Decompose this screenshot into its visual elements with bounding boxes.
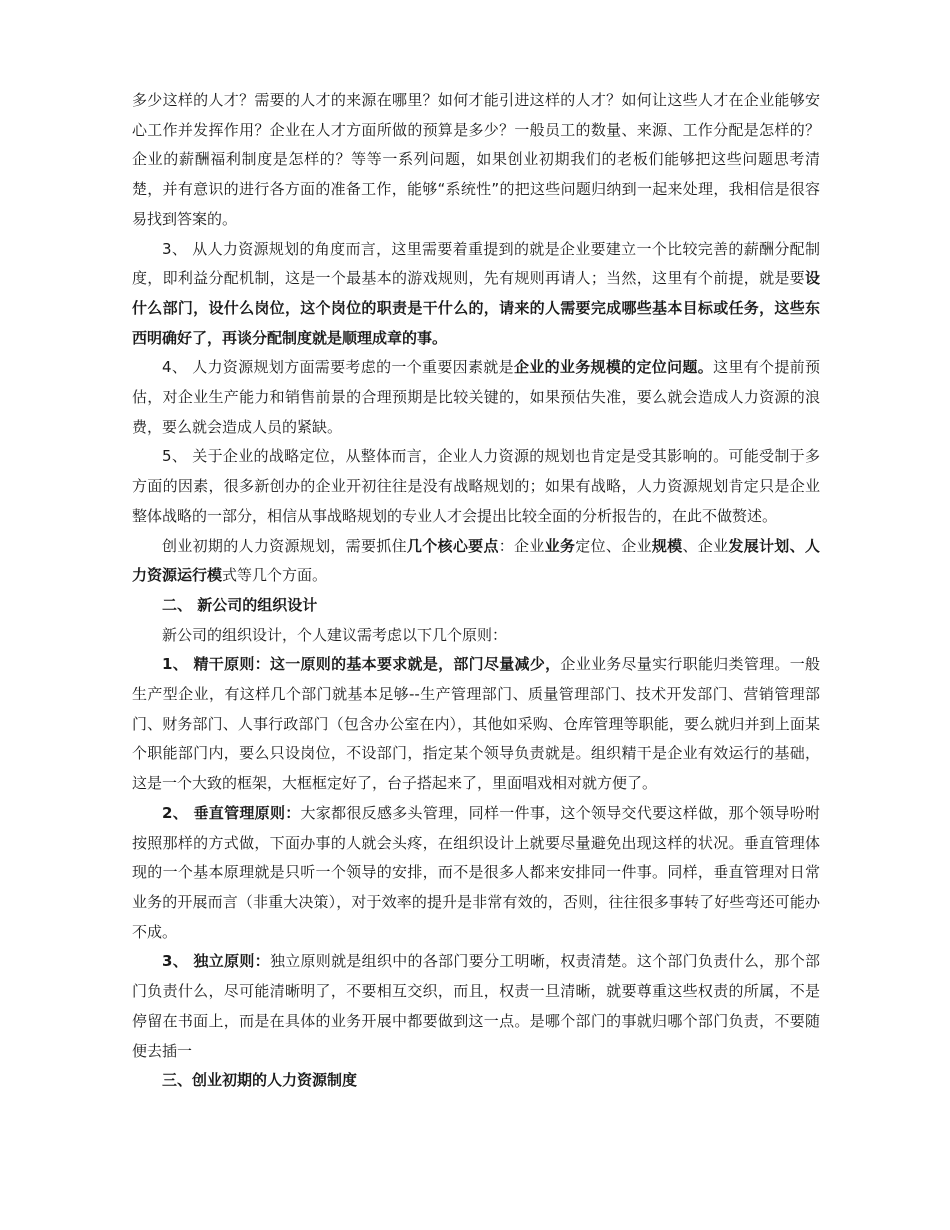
core-points-text-5: 式等几个方面。 [222,566,328,585]
core-points-text-3: 定位、企业 [575,536,652,555]
principle-independent-title: 3、 独立原则： [162,952,270,971]
point-4-text-rest: 这里有个提前预估，对企业生产能力和销售前景的合理预期是比较关键的，如果预估失准，要么就会造成人力资源的浪费，要么就会造成人员的紧缺。 [132,358,820,436]
point-4-emphasis: 企业的业务规模的定位问题。 [513,358,714,377]
core-points-bold-3: 规模 [651,536,683,555]
point-4-text-lead: 4、 人力资源规划方面需要考虑的一个重要因素就是 [162,358,514,377]
paragraph-org-principles-intro: 新公司的组织设计，个人建议需考虑以下几个原则： [162,625,508,644]
paragraph-talent-questions: 多少这样的人才？需要的人才的来源在哪里？如何才能引进这样的人才？如何让这些人才在企业能够安心工作并发挥作用？企业在人才方面所做的预算是多少？一般员工的数量、来源、工作分配是怎样的？企业的薪酬福利制度是怎样的？等等一系列问题，如果创业初期我们的老板们能够把这些问题思考清楚，并有意识的进行各方面的准备工作，能够“系统性”的把这些问题归纳到一起来处理，我相信是很容易找到答案的。 [132,91,820,228]
principle-lean-title: 1、 精干原则：这一原则的基本要求就是，部门尽量减少， [162,655,561,674]
paragraph-principle-lean [132,650,820,799]
principle-vertical-title: 2、 垂直管理原则： [162,803,301,822]
paragraph-core-points [132,532,820,591]
point-3-emphasis: 设什么部门，设什么岗位，这个岗位的职责是干什么的，请来的人需要完成哪些基本目标或任务，这些东西明确好了，再谈分配制度就是顺理成章的事。 [132,269,820,347]
core-points-bold-4: 发展计划、人力资源运行模 [132,536,820,585]
core-points-text-1: 创业初期的人力资源规划，需要抓住 [162,536,407,555]
paragraph-point-3 [132,235,820,354]
paragraph-principle-vertical [132,799,820,948]
point-3-text: 3、 从人力资源规划的角度而言，这里需要着重提到的就是企业要建立一个比较完善的薪酬分配制度，即利益分配机制，这是一个最基本的游戏规则，先有规则再请人；当然，这里有个前提，就是要 [132,239,820,288]
section-heading-org-design: 二、 新公司的组织设计 [162,595,318,614]
core-points-text-2: ：企业 [498,536,545,555]
principle-lean-text: 企业业务尽量实行职能归类管理。一般生产型企业，有这样几个部门就基本足够--生产管理部门、质量管理部门、技术开发部门、营销管理部门、财务部门、人事行政部门（包含办公室在内），其他如采购、仓库管理等职能，要么就归并到上面某个职能部门内，要么只设岗位，不设部门，指定某个领导负责就是。组织精干是企业有效运行的基础，这是一个大致的框架，大框框定好了，台子搭起来了，里面唱戏相对就方便了。 [132,655,820,793]
principle-independent-text: 独立原则就是组织中的各部门要分工明晰，权责清楚。这个部门负责什么，那个部门负责什么，尽可能清晰明了，不要相互交织，而且，权责一旦清晰，就要尊重这些权责的所属，不是停留在书面上，而是在具体的业务开展中都要做到这一点。是哪个部门的事就归哪个部门负责，不要随便去插一 [132,952,820,1060]
principle-vertical-text: 大家都很反感多头管理，同样一件事，这个领导交代要这样做，那个领导吩咐按照那样的方式做，下面办事的人就会头疼，在组织设计上就要尽量避免出现这样的状况。垂直管理体现的一个基本原理就是只听一个领导的安排，而不是很多人都来安排同一件事。同样，垂直管理对日常业务的开展而言（非重大决策），对于效率的提升是非常有效的，否则，往往很多事转了好些弯还可能办不成。 [132,803,820,941]
paragraph-point-4 [132,353,820,442]
core-points-text-4: 、企业 [682,536,729,555]
core-points-bold-2: 业务 [544,536,576,555]
core-points-bold-1: 几个核心要点 [406,536,499,555]
paragraph-principle-independent [132,947,820,1066]
section-heading-hr-system: 三、创业初期的人力资源制度 [162,1071,358,1090]
paragraph-point-5: 5、 关于企业的战略定位，从整体而言，企业人力资源的规划也肯定是受其影响的。可能受制于多方面的因素，很多新创办的企业开初往往是没有战略规划的；如果有战略，人力资源规划肯定只是企业整体战略的一部分，相信从事战略规划的专业人才会提出比较全面的分析报告的，在此不做赘述。 [132,447,820,525]
